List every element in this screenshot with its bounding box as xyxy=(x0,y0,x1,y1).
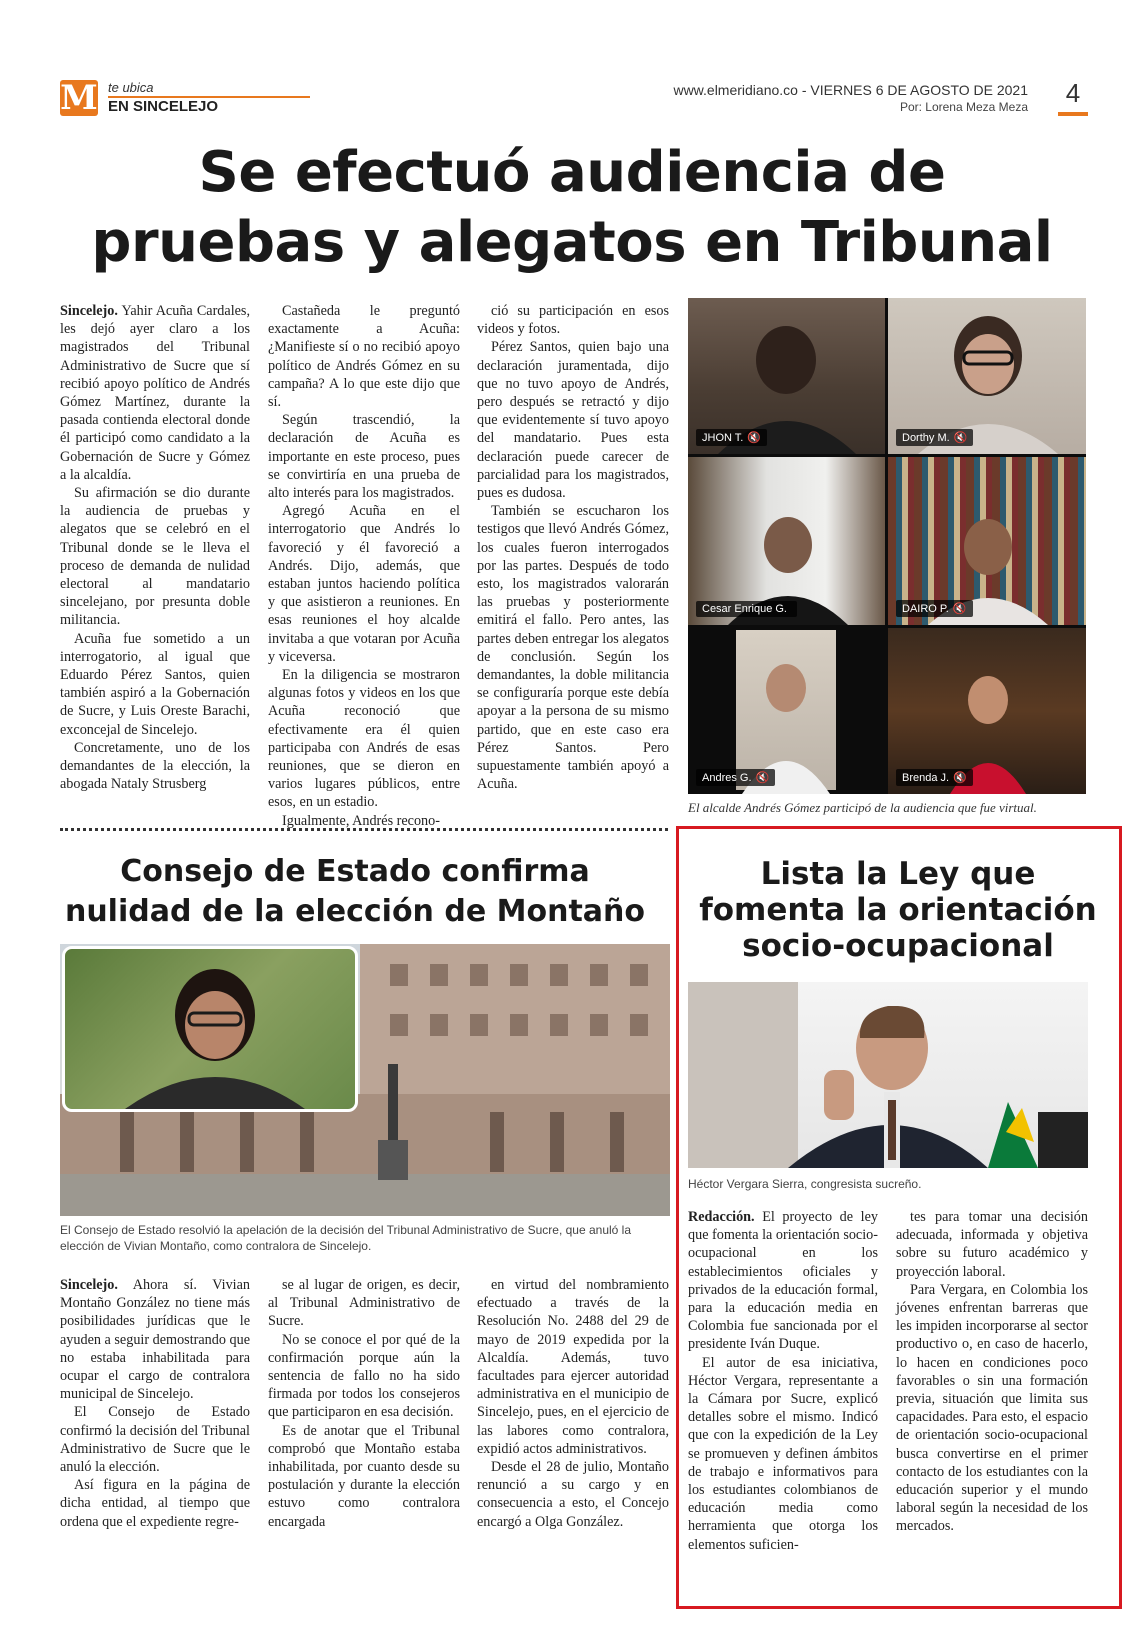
paragraph xyxy=(268,502,460,666)
paragraph xyxy=(477,338,669,502)
paragraph xyxy=(60,1476,250,1531)
paragraph xyxy=(268,1331,460,1422)
paragraph xyxy=(896,1208,1088,1281)
paragraph-text: Yahir Acuña Cardales, les dejó ayer claro a los magistrados del Tribunal Administrativo de Sucre que sí recibió apoyo político de Andrés Gómez Martínez, durante la pasada contienda electoral donde él participó como candidato a la Gobernación de Sucre y Gómez a la alcaldía. xyxy=(60,303,250,483)
article2-column-3 xyxy=(477,1276,669,1531)
paragraph xyxy=(688,1208,878,1354)
paragraph-text: Igualmente, Andrés recono- xyxy=(282,812,440,829)
paragraph-text: El proyecto de ley que fomenta la orientación socio-ocupacional en los establecimientos oficiales y privados de la educación formal, para la educación media en Colombia fue sancionada por el presidente Iván Duque. xyxy=(688,1209,878,1353)
dateline-lead: Sincelejo. xyxy=(60,1277,118,1293)
article2-headline xyxy=(40,852,670,932)
consejo-photo-caption: El Consejo de Estado resolvió la apelación de la decisión del Tribunal Administrativo de Sucre, que anuló la elección de Vivian Montaño, como contralora de Sincelejo. xyxy=(60,1223,632,1253)
video-photo-caption: El alcalde Andrés Gómez participó de la audiencia que fue virtual. xyxy=(688,800,1037,815)
participant-tag: Brenda J. 🔇 xyxy=(896,769,973,786)
paragraph-text: tes para tomar una decisión adecuada, informada y objetiva sobre su futuro académico y proyección laboral. xyxy=(896,1209,1088,1280)
article3-headline-line-1: Lista la Ley que xyxy=(760,856,1036,892)
paragraph-text: Es de anotar que el Tribunal comprobó que Montaño estaba inhabilitada, por cuanto desde su postulación y durante la elección estuvo como contralora encargada xyxy=(268,1422,460,1530)
paragraph-text: Castañeda le preguntó exactamente a Acuña: ¿Manifieste sí o no recibió apoyo político de Andrés Gómez en su campaña? A lo que este dijo que sí. xyxy=(268,303,460,411)
article2-headline-line-2: nulidad de la elección de Montaño xyxy=(64,894,646,929)
article3-headline-line-3: socio-ocupacional xyxy=(742,928,1054,964)
participant-tag: JHON T. 🔇 xyxy=(696,429,767,446)
dateline-lead: Redacción. xyxy=(688,1209,755,1225)
vergara-photo-caption: Héctor Vergara Sierra, congresista sucreño. xyxy=(688,1177,922,1191)
paragraph xyxy=(60,1276,250,1403)
paragraph-text: Pérez Santos, quien bajo una declaración juramentada, dijo que no tuvo apoyo de Andrés, pero después se retractó y dijo que evidentemente sí tuvo apoyo del mandatario. Pues esta declaración puede carecer de parcialidad para los magistrados, pues es dudosa. xyxy=(477,339,669,502)
article1-column-1 xyxy=(60,302,250,793)
paragraph xyxy=(268,302,460,411)
main-headline xyxy=(30,138,1114,278)
article2-headline-line-1: Consejo de Estado confirma xyxy=(120,854,590,889)
paragraph-text: En la diligencia se mostraron algunas fotos y videos en los que Acuña reconoció que efectivamente era él quien participaba con Andrés de esas reuniones, que se dieron en varios lugares públicos, entre esos, en un estadio. xyxy=(268,667,460,811)
main-headline-line-1: Se efectuó audiencia de xyxy=(198,140,946,205)
kicker: te ubica xyxy=(108,80,154,95)
paragraph-text: Así figura en la página de dicha entidad, al tiempo que ordena que el expediente regre- xyxy=(60,1477,250,1530)
byline: Por: Lorena Meza Meza xyxy=(899,100,1028,114)
main-headline-line-2: pruebas y alegatos en Tribunal xyxy=(91,210,1053,275)
paragraph xyxy=(477,302,669,338)
paragraph-text: Según trascendió, la declaración de Acuña es importante en este proceso, pues se convirtiría en una prueba de alto interés para los magistrados. xyxy=(268,412,460,502)
paragraph xyxy=(60,1403,250,1476)
logo: M xyxy=(60,78,98,118)
paragraph-text: El autor de esa iniciativa, Héctor Vergara, representante a la Cámara por Sucre, explicó detalles sobre el mismo. Indicó que con la expedición de la Ley se promueven y definen ámbitos de trabajo e informativos para los estudiantes colombianos de educación media como herramienta que otorga los elementos suficien- xyxy=(688,1354,878,1553)
paragraph xyxy=(896,1281,1088,1536)
participant-tag: DAIRO P. 🔇 xyxy=(896,600,973,617)
video-conference-photo xyxy=(688,298,1086,794)
dateline-lead: Sincelejo. xyxy=(60,303,118,319)
paragraph-text: Acuña fue sometido a un interrogatorio, al igual que Eduardo Pérez Santos, quien también aspiró a la Gobernación de Sucre, y Luis Oreste Barachi, exconcejal de Sincelejo. xyxy=(60,630,250,738)
paragraph-text: ció su participación en esos videos y fotos. xyxy=(477,303,669,338)
paragraph xyxy=(268,1276,460,1331)
video-tile-6 xyxy=(888,628,1086,794)
page-number: 4 xyxy=(1065,78,1081,108)
participant-tag: Dorthy M. 🔇 xyxy=(896,429,973,446)
paragraph xyxy=(60,484,250,630)
dateline: www.elmeridiano.co - VIERNES 6 DE AGOSTO DE 2021 xyxy=(673,82,1028,98)
article3-headline xyxy=(680,856,1116,964)
consejo-estado-photo xyxy=(60,944,670,1216)
section-divider xyxy=(60,828,668,831)
page-number-rule xyxy=(1058,112,1088,116)
paragraph xyxy=(477,502,669,793)
person-silhouette-icon xyxy=(65,949,355,1109)
paragraph xyxy=(268,1422,460,1531)
person-silhouette-icon xyxy=(688,982,1088,1168)
paragraph-text: Para Vergara, en Colombia los jóvenes enfrentan barreras que les impiden incorporarse al sector productivo o, en caso de hacerlo, lo hacen en condiciones poco favorables o sin una formación previa, situación que limita sus capacidades. Para esto, el espacio de orientación socio-ocupacional busca convertirse en el primer contacto de los estudiantes con la educación superior y el mundo laboral según la necesidad de los mercados. xyxy=(896,1281,1088,1535)
video-tile-5 xyxy=(688,628,885,794)
paragraph-text: en virtud del nombramiento efectuado a través de la Resolución No. 2488 del 29 de mayo de 2019 expedida por la Alcaldía. Además, tuvo facultades para ejercer autoridad administrativa en el municipio de Sincelejo, pues, en el ejercicio de las labores como contralora, expidió actos administrativos. xyxy=(477,1277,669,1457)
paragraph-text: Desde el 28 de julio, Montaño renunció a su cargo y en consecuencia a esto, el Concejo encargó a Olga González. xyxy=(477,1459,669,1530)
paragraph-text: se al lugar de origen, es decir, al Tribunal Administrativo de Sucre. xyxy=(268,1277,460,1330)
paragraph xyxy=(477,1276,669,1458)
paragraph xyxy=(268,411,460,502)
vivian-montano-photo xyxy=(62,946,358,1112)
video-tile-1 xyxy=(688,298,885,454)
video-tile-2 xyxy=(888,298,1086,454)
paragraph-text: Concretamente, uno de los demandantes de la elección, la abogada Nataly Strusberg xyxy=(60,739,250,793)
article2-column-1 xyxy=(60,1276,250,1531)
article3-column-2 xyxy=(896,1208,1088,1536)
paragraph xyxy=(688,1354,878,1554)
paragraph-text: Su afirmación se dio durante la audiencia de pruebas y alegatos que se celebró en el Tribunal donde se le lleva el proceso de demanda de nulidad electoral al mandatario sincelejano, por presunta doble militancia. xyxy=(60,485,250,629)
paragraph-text: Agregó Acuña en el interrogatorio que Andrés lo favoreció y él favoreció a Andrés. Dijo, además, que estaban juntos haciendo política y que asistieron a reuniones. En esas reuniones el hoy alcalde invitaba a que votaran por Acuña y viceversa. xyxy=(268,503,460,665)
paragraph-text: También se escucharon los testigos que llevó Andrés Gómez, los cuales fueron interrogados por las partes. Después de todo esto, los magistrados valorarán las pruebas y posteriormente emitirá el fallo. Pero antes, las partes deben entregar los alegatos de conclusión. Según los demandantes, la doble militancia se configuraría porque este debía apoyar a la persona de su mismo partido, que en este caso era Pérez Santos. Pero supuestamente también apoyó a Acuña. xyxy=(477,503,669,793)
article3-headline-line-2: fomenta la orientación xyxy=(699,892,1097,928)
participant-tag: Andres G. 🔇 xyxy=(696,769,775,786)
section-label: EN SINCELEJO xyxy=(108,98,219,115)
article3-column-1 xyxy=(688,1208,878,1554)
paragraph xyxy=(268,666,460,812)
article2-column-2 xyxy=(268,1276,460,1531)
paragraph-text: No se conoce el por qué de la confirmación porque aún la sentencia de fallo no ha sido firmada por todos los consejeros que participaron en esa decisión. xyxy=(268,1331,460,1421)
paragraph xyxy=(60,630,250,739)
article1-column-2 xyxy=(268,302,460,830)
paragraph-text: Ahora sí. Vivian Montaño González no tiene más posibilidades jurídicas que le ayuden a seguir demostrando que no estaba inhabilitada para ocupar el cargo de contralora municipal de Sincelejo. xyxy=(60,1277,250,1403)
paragraph xyxy=(477,1458,669,1531)
paragraph xyxy=(60,739,250,794)
video-tile-3 xyxy=(688,457,885,625)
person-silhouette-icon xyxy=(688,457,885,625)
article1-column-3 xyxy=(477,302,669,793)
paragraph xyxy=(60,302,250,484)
hector-vergara-photo xyxy=(688,982,1088,1168)
video-tile-4 xyxy=(888,457,1086,625)
paragraph-text: El Consejo de Estado confirmó la decisión del Tribunal Administrativo de Sucre que le anuló la elección. xyxy=(60,1404,250,1476)
participant-tag: Cesar Enrique G. xyxy=(696,601,797,617)
